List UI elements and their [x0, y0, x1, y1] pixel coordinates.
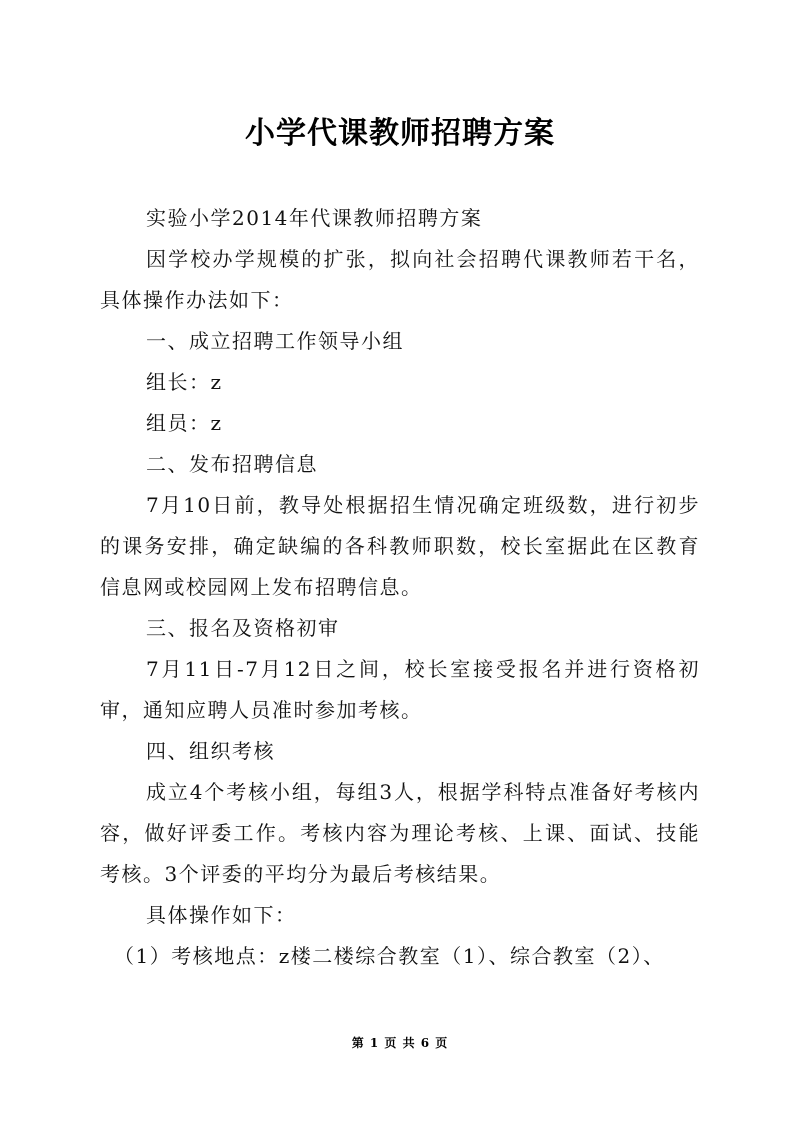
- group-member-line: 组员：z: [146, 411, 223, 435]
- document-body: [100, 198, 700, 977]
- paragraph-location: （1）考核地点：z楼二楼综合教室（1）、综合教室（2）、: [114, 944, 665, 968]
- section-heading-4: 四、组织考核: [146, 739, 275, 763]
- group-leader-line: 组长：z: [146, 370, 223, 394]
- paragraph-specific-ops: 具体操作如下：: [146, 903, 297, 927]
- paragraph-publish-info: 7月10日前，教导处根据招生情况确定班级数，进行初步的课务安排，确定缺编的各科教师职数，校长室据此在区教育信息网或校园网上发布招聘信息。: [100, 493, 700, 599]
- paragraph-intro: 因学校办学规模的扩张，拟向社会招聘代课教师若干名，具体操作办法如下：: [100, 247, 700, 312]
- paragraph-registration: 7月11日-7月12日之间，校长室接受报名并进行资格初审，通知应聘人员准时参加考核。: [100, 657, 700, 722]
- section-heading-2: 二、发布招聘信息: [146, 452, 318, 476]
- section-heading-3: 三、报名及资格初审: [146, 616, 340, 640]
- page-number-footer: 第 1 页 共 6 页: [351, 1036, 449, 1050]
- document-title: 小学代课教师招聘方案: [245, 116, 555, 151]
- section-heading-1: 一、成立招聘工作领导小组: [146, 329, 404, 353]
- paragraph-heading: 实验小学2014年代课教师招聘方案: [146, 206, 483, 230]
- paragraph-assessment: 成立4个考核小组，每组3人，根据学科特点准备好考核内容，做好评委工作。考核内容为理论考核、上课、面试、技能考核。3个评委的平均分为最后考核结果。: [100, 780, 700, 886]
